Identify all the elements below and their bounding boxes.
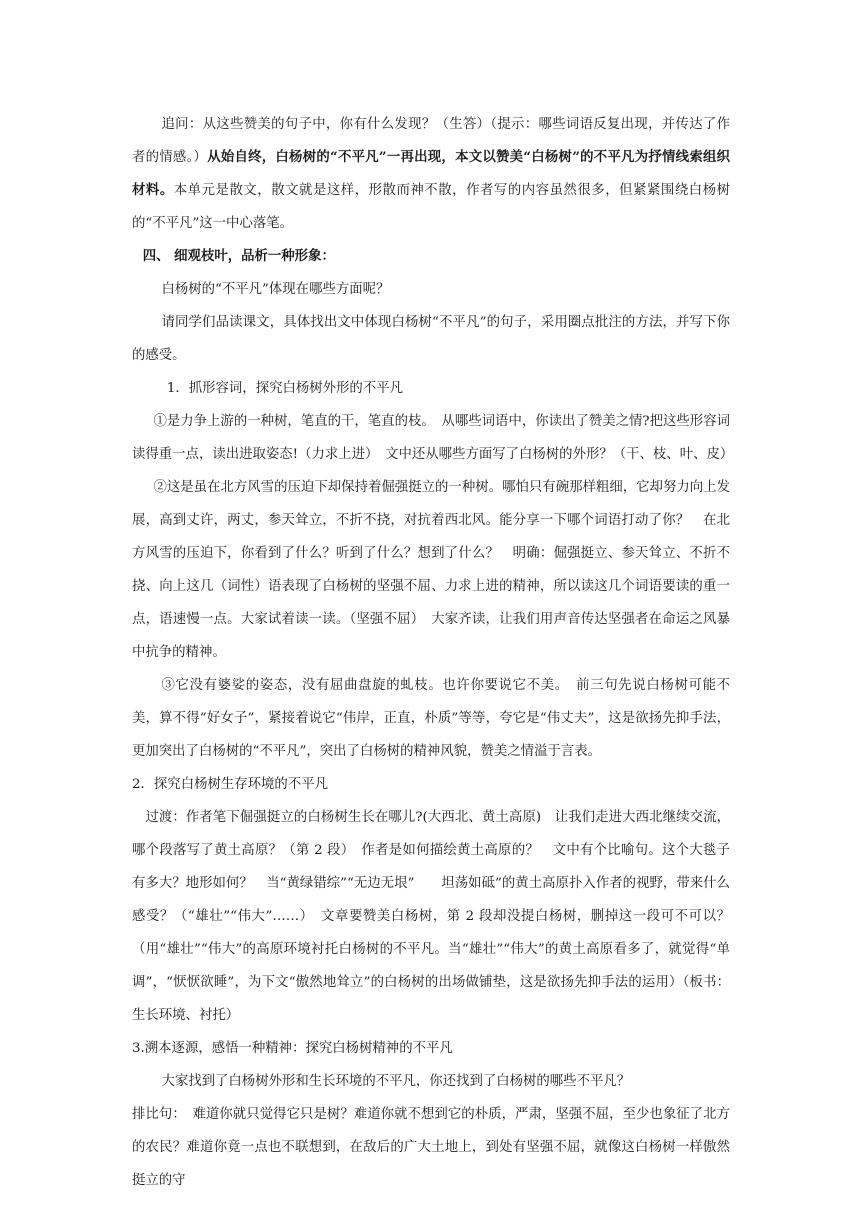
follow-up-text: 追问：从这些赞美的句子中，你有什么发现？（生答）（提示：哪些词语反复出现，并传达了作者的情感。）	[132, 117, 730, 165]
paragraph-follow-up-question	[132, 108, 730, 240]
paragraph-shape-3: ③它没有婆娑的姿态，没有屈曲盘旋的虬枝。也许你要说它不美。 前三句先说白杨树可能不美，算不得“好女子”，紧接着说它“伟岸，正直，朴质”等等，夸它是“伟丈夫”，这是欲扬先抑手法，更加突出了白杨树的“不平凡”，突出了白杨树的精神风貌，赞美之情溢于言表。	[132, 678, 730, 759]
paragraph-question-one: 白杨树的“不平凡”体现在哪些方面呢？	[161, 282, 390, 297]
follow-up-bold-conclusion: 从始自终，白杨树的“不平凡”一再出现，本文以赞美“白杨树”的不平凡为抒情线索组织材料。	[132, 149, 730, 198]
subsection-title-3: 3.溯本逐源，感悟一种精神：探究白杨树精神的不平凡	[132, 1041, 453, 1056]
subsection-title-2: 2．探究白杨树生存环境的不平凡	[132, 777, 328, 792]
document-page	[132, 108, 757, 1197]
paragraph-environment: 过渡：作者笔下倔强挺立的白杨树生长在哪儿?(大西北、黄土高原) 让我们走进大西北继续交流，哪个段落写了黄土高原？（第 2 段） 作者是如何描绘黄土高原的？ 文中有个比喻句。这个大毯子有多大？地形如何？ 当“黄绿错综”“无边无垠” 坦荡如砥”的黄土高原扑入作者的视野，带来什么感受？（“雄壮”“伟大”……） 文章要赞美白杨树，第 2 段却没提白杨树，删掉这一段可不可以？ （用“雄壮”“伟大”的高原环境衬托白杨树的不平凡。当“雄壮”“伟大”的黄土高原看多了，就觉得“单调”，“恹恹欲睡”，为下文“傲然地耸立”的白杨树的出场做铺垫，这是欲扬先抑手法的运用）（板书：生长环境、衬托）	[132, 810, 757, 1023]
paragraph-question-two: 请同学们品读课文，具体找出文中体现白杨树“不平凡”的句子，采用圈点批注的方法，并写下你的感受。	[132, 315, 730, 363]
paragraph-spirit-intro: 大家找到了白杨树外形和生长环境的不平凡，你还找到了白杨树的哪些不平凡？	[161, 1074, 631, 1089]
follow-up-prose-note: 本单元是散文，散文就是这样，形散而神不散，作者写的内容虽然很多，但紧紧围绕白杨树的“不平凡”这一中心落笔。	[132, 183, 731, 231]
paragraph-shape-2: ②这是虽在北方风雪的压迫下却保持着倔强挺立的一种树。哪怕只有碗那样粗细，它却努力向上发展，高到丈许，两丈，参天耸立，不折不挠，对抗着西北风。能分享一下哪个词语打动了你？ 在北方风雪的压迫下，你看到了什么？听到了什么？想到了什么？ 明确：倔强挺立、参天耸立、不折不挠、向上这几（词性）语表现了白杨树的坚强不屈、力求上进的精神，所以读这几个词语要读的重一点，语速慢一点。大家试着读一读。（坚强不屈） 大家齐读，让我们用声音传达坚强者在命运之风暴中抗争的精神。	[132, 480, 730, 660]
paragraph-shape-1: ①是力争上游的一种树，笔直的干，笔直的枝。 从哪些词语中，你读出了赞美之情?把这些形容词读得重一点，读出进取姿态!（力求上进） 文中还从哪些方面写了白杨树的外形？（干、枝、叶、皮）	[132, 414, 734, 462]
subsection-title-1: 1．抓形容词，探究白杨树外形的不平凡	[166, 381, 403, 396]
section-heading-four: 四、 细观枝叶，品析一种形象：	[142, 248, 335, 264]
paragraph-parallelism: 排比句： 难道你就只觉得它只是树？难道你就不想到它的朴质，严肃，坚强不屈，至少也象征了北方的农民？难道你竟一点也不联想到，在敌后的广大土地上，到处有坚强不屈，就像这白杨树一样傲然挺立的守	[132, 1107, 730, 1188]
